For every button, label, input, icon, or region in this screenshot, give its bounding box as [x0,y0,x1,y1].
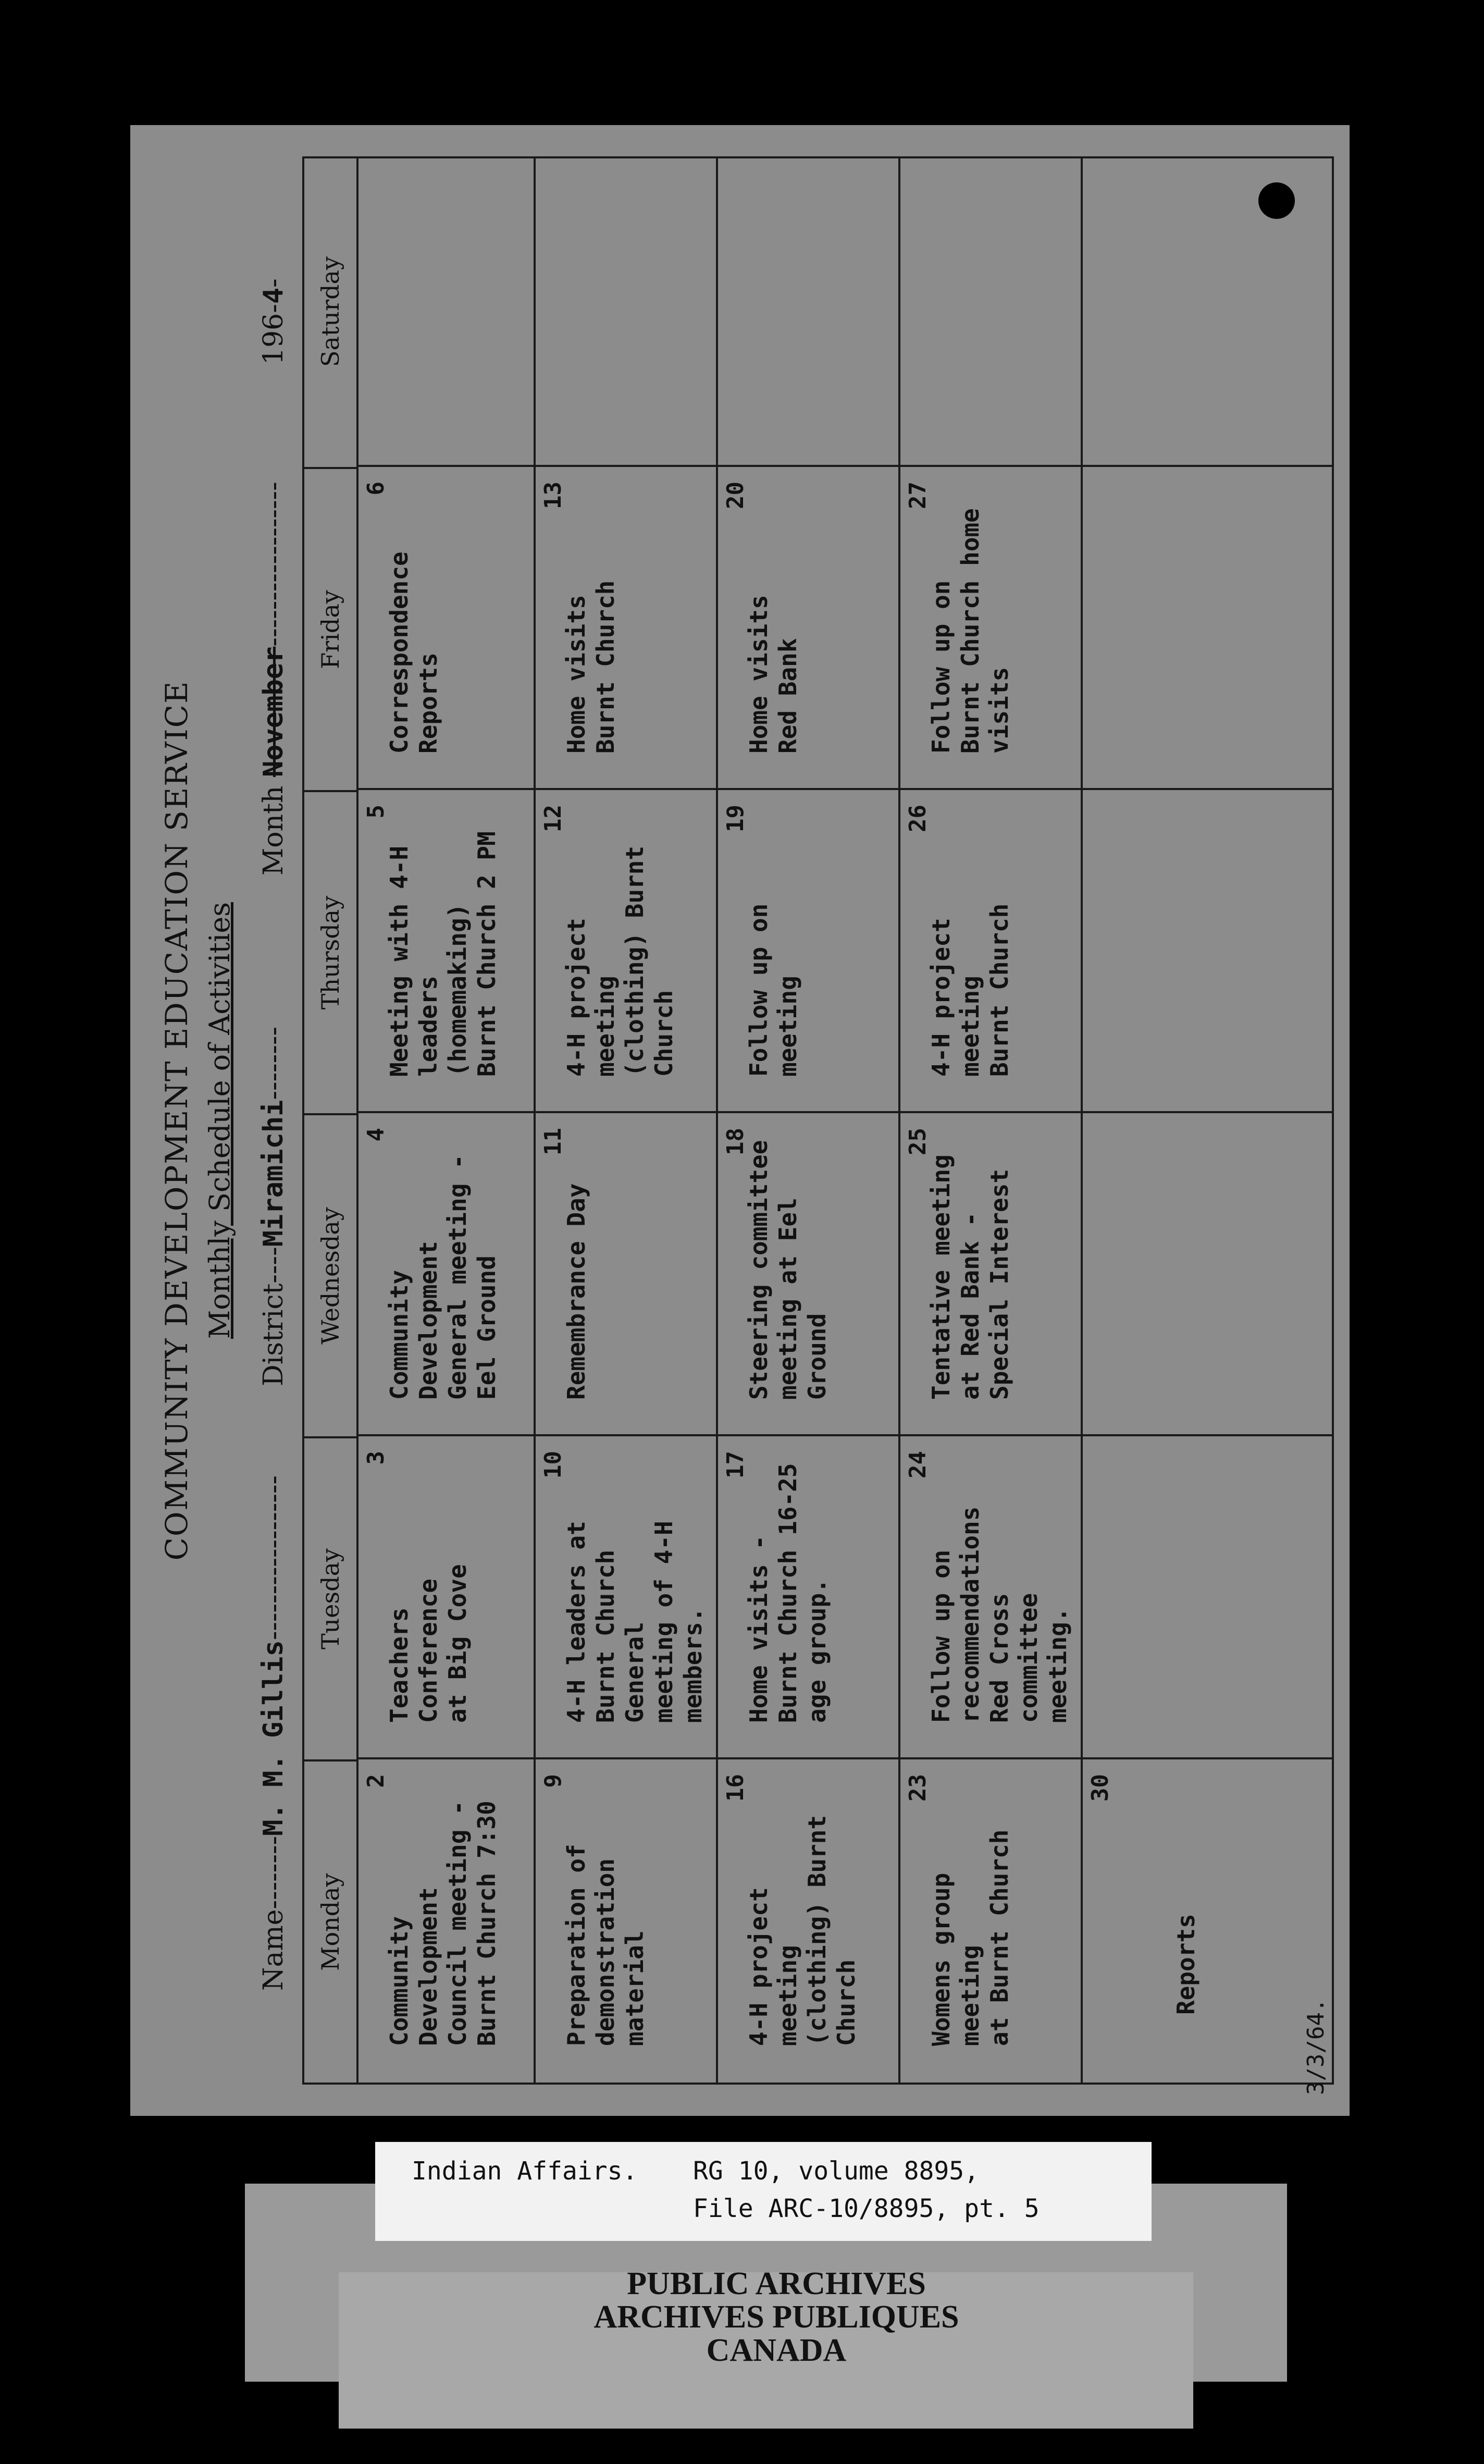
day-number: 16 [722,1774,749,1802]
calendar-grid [302,156,1334,2085]
day-cell [536,1759,716,2083]
day-number: 9 [540,1774,566,1788]
day-number: 30 [1087,1774,1114,1802]
day-activity: Home visits Red Bank [745,595,802,754]
day-number: 3 [363,1451,389,1465]
day-activity: 4-H project meeting (clothing) Burnt Church [745,1815,860,2046]
day-number: 2 [363,1774,389,1788]
district-field: District----Miramichi-------- [258,1026,289,1386]
day-activity: 4-H leaders at Burnt Church General meeting of 4-H members. [562,1521,707,1723]
header-thursday: Thursday [304,790,356,1113]
day-cell [1083,156,1333,467]
month-label: Month [258,785,289,876]
day-cell [718,790,898,1113]
form-title: COMMUNITY DEVELOPMENT EDUCATION SERVICE [159,680,194,1561]
name-field: Name--------M. M. Gillis------------------ [258,1475,289,1991]
name-label: Name [258,1909,289,1991]
day-cell [1083,1113,1333,1436]
header-saturday: Saturday [316,256,344,367]
day-cell [718,1759,898,2083]
day-activity: Home visits - Burnt Church 16-25 age group. [745,1463,831,1723]
day-cell [536,156,716,467]
day-activity: Steering committee meeting at Eel Ground [745,1140,831,1400]
archives-line-3: CANADA [706,2333,847,2368]
day-activity: Correspondence Reports [385,551,442,754]
day-cell [358,1436,534,1759]
day-cell [718,1113,898,1436]
day-activity: Home visits Burnt Church [562,580,620,754]
header-monday: Monday [304,1759,356,2083]
day-activity: Preparation of demonstration material [562,1844,649,2046]
district-value: Miramichi [258,1100,289,1247]
day-activity: Tentative meeting at Red Bank - Special Interest [927,1154,1013,1400]
header-tuesday: Tuesday [304,1436,356,1759]
form-subtitle: Monthly Schedule of Activities [203,902,236,1339]
day-activity: Teachers Conference at Big Cove [385,1564,472,1723]
day-cell [358,467,534,790]
day-cell [900,156,1081,467]
day-cell [1083,790,1333,1113]
day-activity: Follow up on recommendations Red Cross committee meeting. [927,1506,1072,1723]
day-activity: Community Development General meeting - Eel Ground [385,1154,501,1400]
year-prefix: 196 [258,313,289,365]
day-cell [536,1113,716,1436]
name-value: M. M. Gillis [258,1640,289,1836]
punch-hole [1258,182,1295,219]
day-cell [536,467,716,790]
day-activity: Meeting with 4-H leaders (homemaking) Burnt Church 2 PM [385,831,501,1077]
day-cell [1083,1436,1333,1759]
day-cell [900,1436,1081,1759]
day-number: 25 [905,1128,931,1155]
day-activity: Community Development Council meeting - Burnt Church 7:30 [385,1801,501,2046]
day-number: 20 [722,482,749,509]
day-number: 10 [540,1451,566,1479]
schedule-form-sheet [130,125,1350,2116]
day-cell [1083,1759,1333,2083]
day-cell [718,467,898,790]
day-activity: Follow up on Burnt Church home visits [927,508,1013,754]
day-number: 27 [905,482,931,509]
day-number: 19 [722,805,749,832]
day-cell [358,790,534,1113]
day-cell [536,1436,716,1759]
day-activity: 4-H project meeting (clothing) Burnt Church [562,845,678,1077]
label-department: Indian Affairs. [412,2157,638,2186]
day-activity: Follow up on meeting [745,903,802,1077]
day-activity: Reports [1172,1914,1200,2015]
label-volume: RG 10, volume 8895, [693,2157,980,2186]
day-number: 18 [722,1128,749,1155]
day-number: 13 [540,482,566,509]
day-cell [718,1436,898,1759]
day-cell [900,1759,1081,2083]
rotated-form [130,125,1350,2116]
archives-line-1: PUBLIC ARCHIVES [627,2266,926,2301]
year-value: 4 [258,287,289,304]
day-number: 11 [540,1128,566,1155]
day-cell [358,1113,534,1436]
day-number: 5 [363,805,389,819]
label-file: File ARC-10/8895, pt. 5 [693,2194,1040,2223]
archive-reference-label [375,2142,1152,2241]
day-cell [900,467,1081,790]
month-field: Month November------------------ [258,482,289,876]
day-number: 26 [905,805,931,832]
day-activity: 4-H project meeting Burnt Church [927,903,1013,1077]
day-activity: Remembrance Day [562,1183,590,1400]
form-date: 3/3/64. [1303,1998,1329,2095]
day-cell [536,790,716,1113]
day-activity: Womens group meeting at Burnt Church [927,1829,1013,2046]
day-number: 6 [363,482,389,496]
year-field: 196-4- [258,278,289,365]
archives-line-2: ARCHIVES PUBLIQUES [593,2299,959,2335]
day-number: 17 [722,1451,749,1479]
day-number: 12 [540,805,566,832]
day-number: 24 [905,1451,931,1479]
day-cell [900,1113,1081,1436]
day-cell [358,1759,534,2083]
day-cell [900,790,1081,1113]
header-friday: Friday [304,467,356,790]
day-number: 23 [905,1774,931,1802]
header-wednesday: Wednesday [304,1113,356,1436]
archives-stamp [292,2267,1261,2367]
day-number: 4 [363,1128,389,1142]
day-cell [718,156,898,467]
district-label: District [258,1283,289,1386]
day-cell [1083,467,1333,790]
day-cell [358,156,534,467]
month-value: November [258,646,289,778]
